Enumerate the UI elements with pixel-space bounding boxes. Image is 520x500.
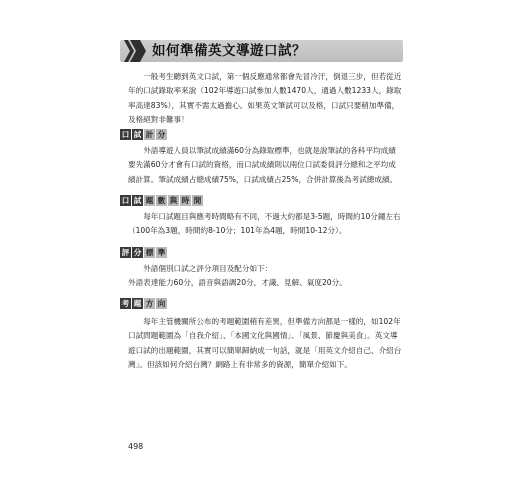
tag-char: 口 (121, 130, 130, 139)
tag-char: 向 (157, 299, 166, 308)
section-tag-direction (120, 298, 167, 309)
tag-char: 考 (121, 299, 130, 308)
scoring-paragraph: 外語導遊人員以筆試成績滿60分為錄取標準，也就是說筆試的各科平均成績要先滿60分才會有口試的資格，而口試成績則以兩位口試委員評分總和之平均成績計算。筆試成績占總成績75%，口試成績占25%，合併計算後為考試總成績。 (128, 146, 398, 184)
criteria-paragraph: 外語個別口試之評分項目及配分如下： 外語表達能力60分，語音與語調20分，才識、見解、氣度20分。 (128, 264, 347, 288)
tag-char: 評 (121, 248, 130, 257)
section-tag-questions-time (120, 195, 203, 206)
tag-char: 準 (157, 248, 166, 257)
page-number: 498 (128, 442, 144, 451)
tag-char: 計 (145, 130, 154, 139)
section-tag-criteria (120, 247, 167, 258)
tag-char: 標 (145, 248, 154, 257)
tag-char: 口 (121, 196, 130, 205)
tag-char: 試 (133, 130, 142, 139)
tag-char: 題 (145, 196, 154, 205)
tag-char: 時 (181, 196, 190, 205)
tag-char: 間 (193, 196, 202, 205)
tag-char: 與 (169, 196, 178, 205)
tag-char: 題 (133, 299, 142, 308)
chevron-right-icon (123, 39, 147, 63)
tag-char: 數 (157, 196, 166, 205)
page-title: 如何準備英文導遊口試？ (152, 43, 306, 59)
tag-char: 分 (157, 130, 166, 139)
tag-char: 分 (133, 248, 142, 257)
tag-char: 試 (133, 196, 142, 205)
questions-paragraph: 每年口試題目與應考時間略有不同，不過大約都是3-5題，時間約10分鐘左右（100年為3題，時間約8-10分；101年為4題，時間10-12分）。 (128, 212, 401, 236)
direction-paragraph: 每年主管機關所公布的考題範圍稍有差異，但準備方向都是一樣的，如102年口試問題範圍為「自我介紹」、「本國文化與國情」、「風景、節慶與美食」。英文導遊口試的出題範圍，其實可以簡單歸納成一句話，就是「用英文介紹自己、介紹台灣」。但該如何介紹台灣？網路上有非常多的資源，簡單介紹如下。 (128, 317, 402, 370)
section-tag-scoring (120, 129, 167, 140)
intro-paragraph: 一般考生聽到英文口試，第一個反應通常都會先冒冷汗，倒退三步，但若從近年的口試錄取率來說（102年導遊口試參加人數1470人，通過人數1233人，錄取率高達83%），其實不需太過擔心。如果英文筆試可以及格，口試只要稍加準備，及格絕對非難事！ (128, 72, 402, 125)
tag-char: 方 (145, 299, 154, 308)
